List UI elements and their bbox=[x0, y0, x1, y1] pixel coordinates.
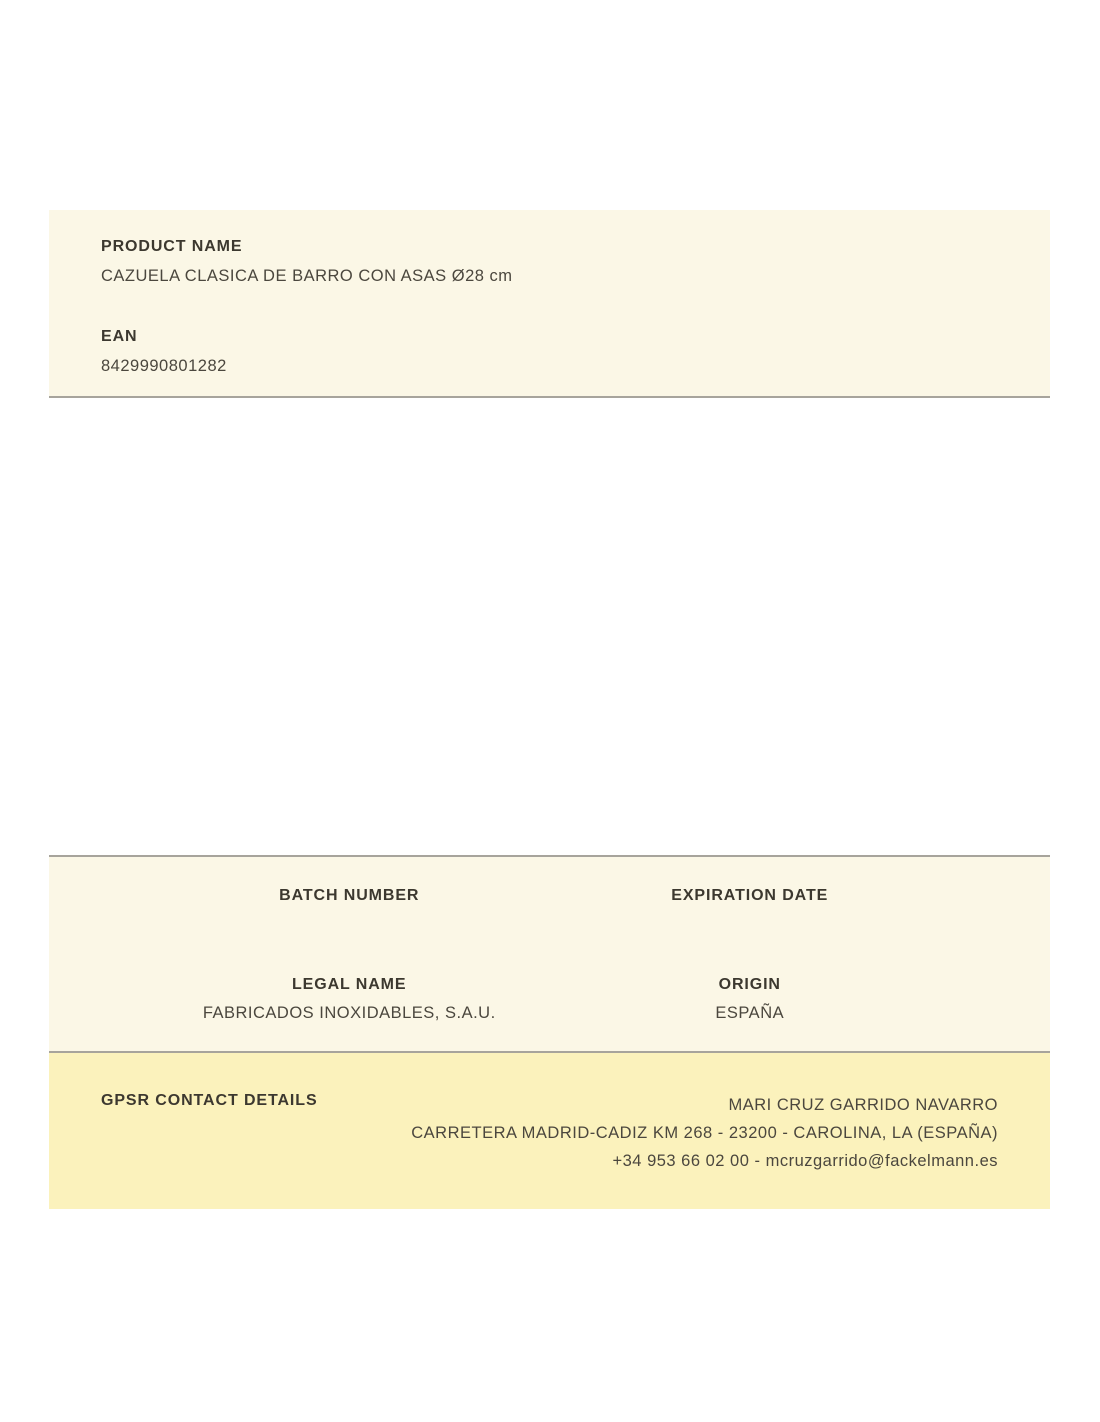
traceability-panel bbox=[49, 855, 1050, 1053]
gpsr-contact-panel bbox=[49, 1053, 1050, 1209]
origin-value: ESPAÑA bbox=[715, 1004, 785, 1022]
legal-name-value: FABRICADOS INOXIDABLES, S.A.U. bbox=[202, 1004, 496, 1022]
ean-value: 8429990801282 bbox=[101, 357, 227, 375]
gpsr-contact-label: GPSR CONTACT DETAILS bbox=[101, 1092, 318, 1109]
ean-label: EAN bbox=[101, 328, 138, 345]
traceability-header-row bbox=[49, 886, 1050, 975]
product-name-value: CAZUELA CLASICA DE BARRO CON ASAS Ø28 cm bbox=[101, 267, 513, 285]
expiration-date-label: EXPIRATION DATE bbox=[671, 887, 829, 904]
product-name-label: PRODUCT NAME bbox=[101, 238, 243, 255]
origin-label: ORIGIN bbox=[718, 976, 781, 993]
batch-number-field bbox=[149, 886, 550, 975]
gpsr-contact-name: MARI CRUZ GARRIDO NAVARRO bbox=[728, 1096, 998, 1114]
legal-name-label: LEGAL NAME bbox=[292, 976, 407, 993]
origin-field bbox=[550, 975, 951, 1023]
product-info-panel bbox=[49, 210, 1050, 398]
gpsr-contact-address: CARRETERA MADRID-CADIZ KM 268 - 23200 - CAROLINA, LA (ESPAÑA) bbox=[411, 1124, 998, 1142]
gpsr-contact-phone-email: +34 953 66 02 00 - mcruzgarrido@fackelmann.es bbox=[612, 1152, 998, 1170]
batch-number-label: BATCH NUMBER bbox=[279, 887, 420, 904]
traceability-detail-row bbox=[49, 975, 1050, 1023]
gpsr-contact-block bbox=[411, 1091, 998, 1175]
legal-name-field bbox=[149, 975, 550, 1023]
expiration-date-field bbox=[550, 886, 951, 975]
